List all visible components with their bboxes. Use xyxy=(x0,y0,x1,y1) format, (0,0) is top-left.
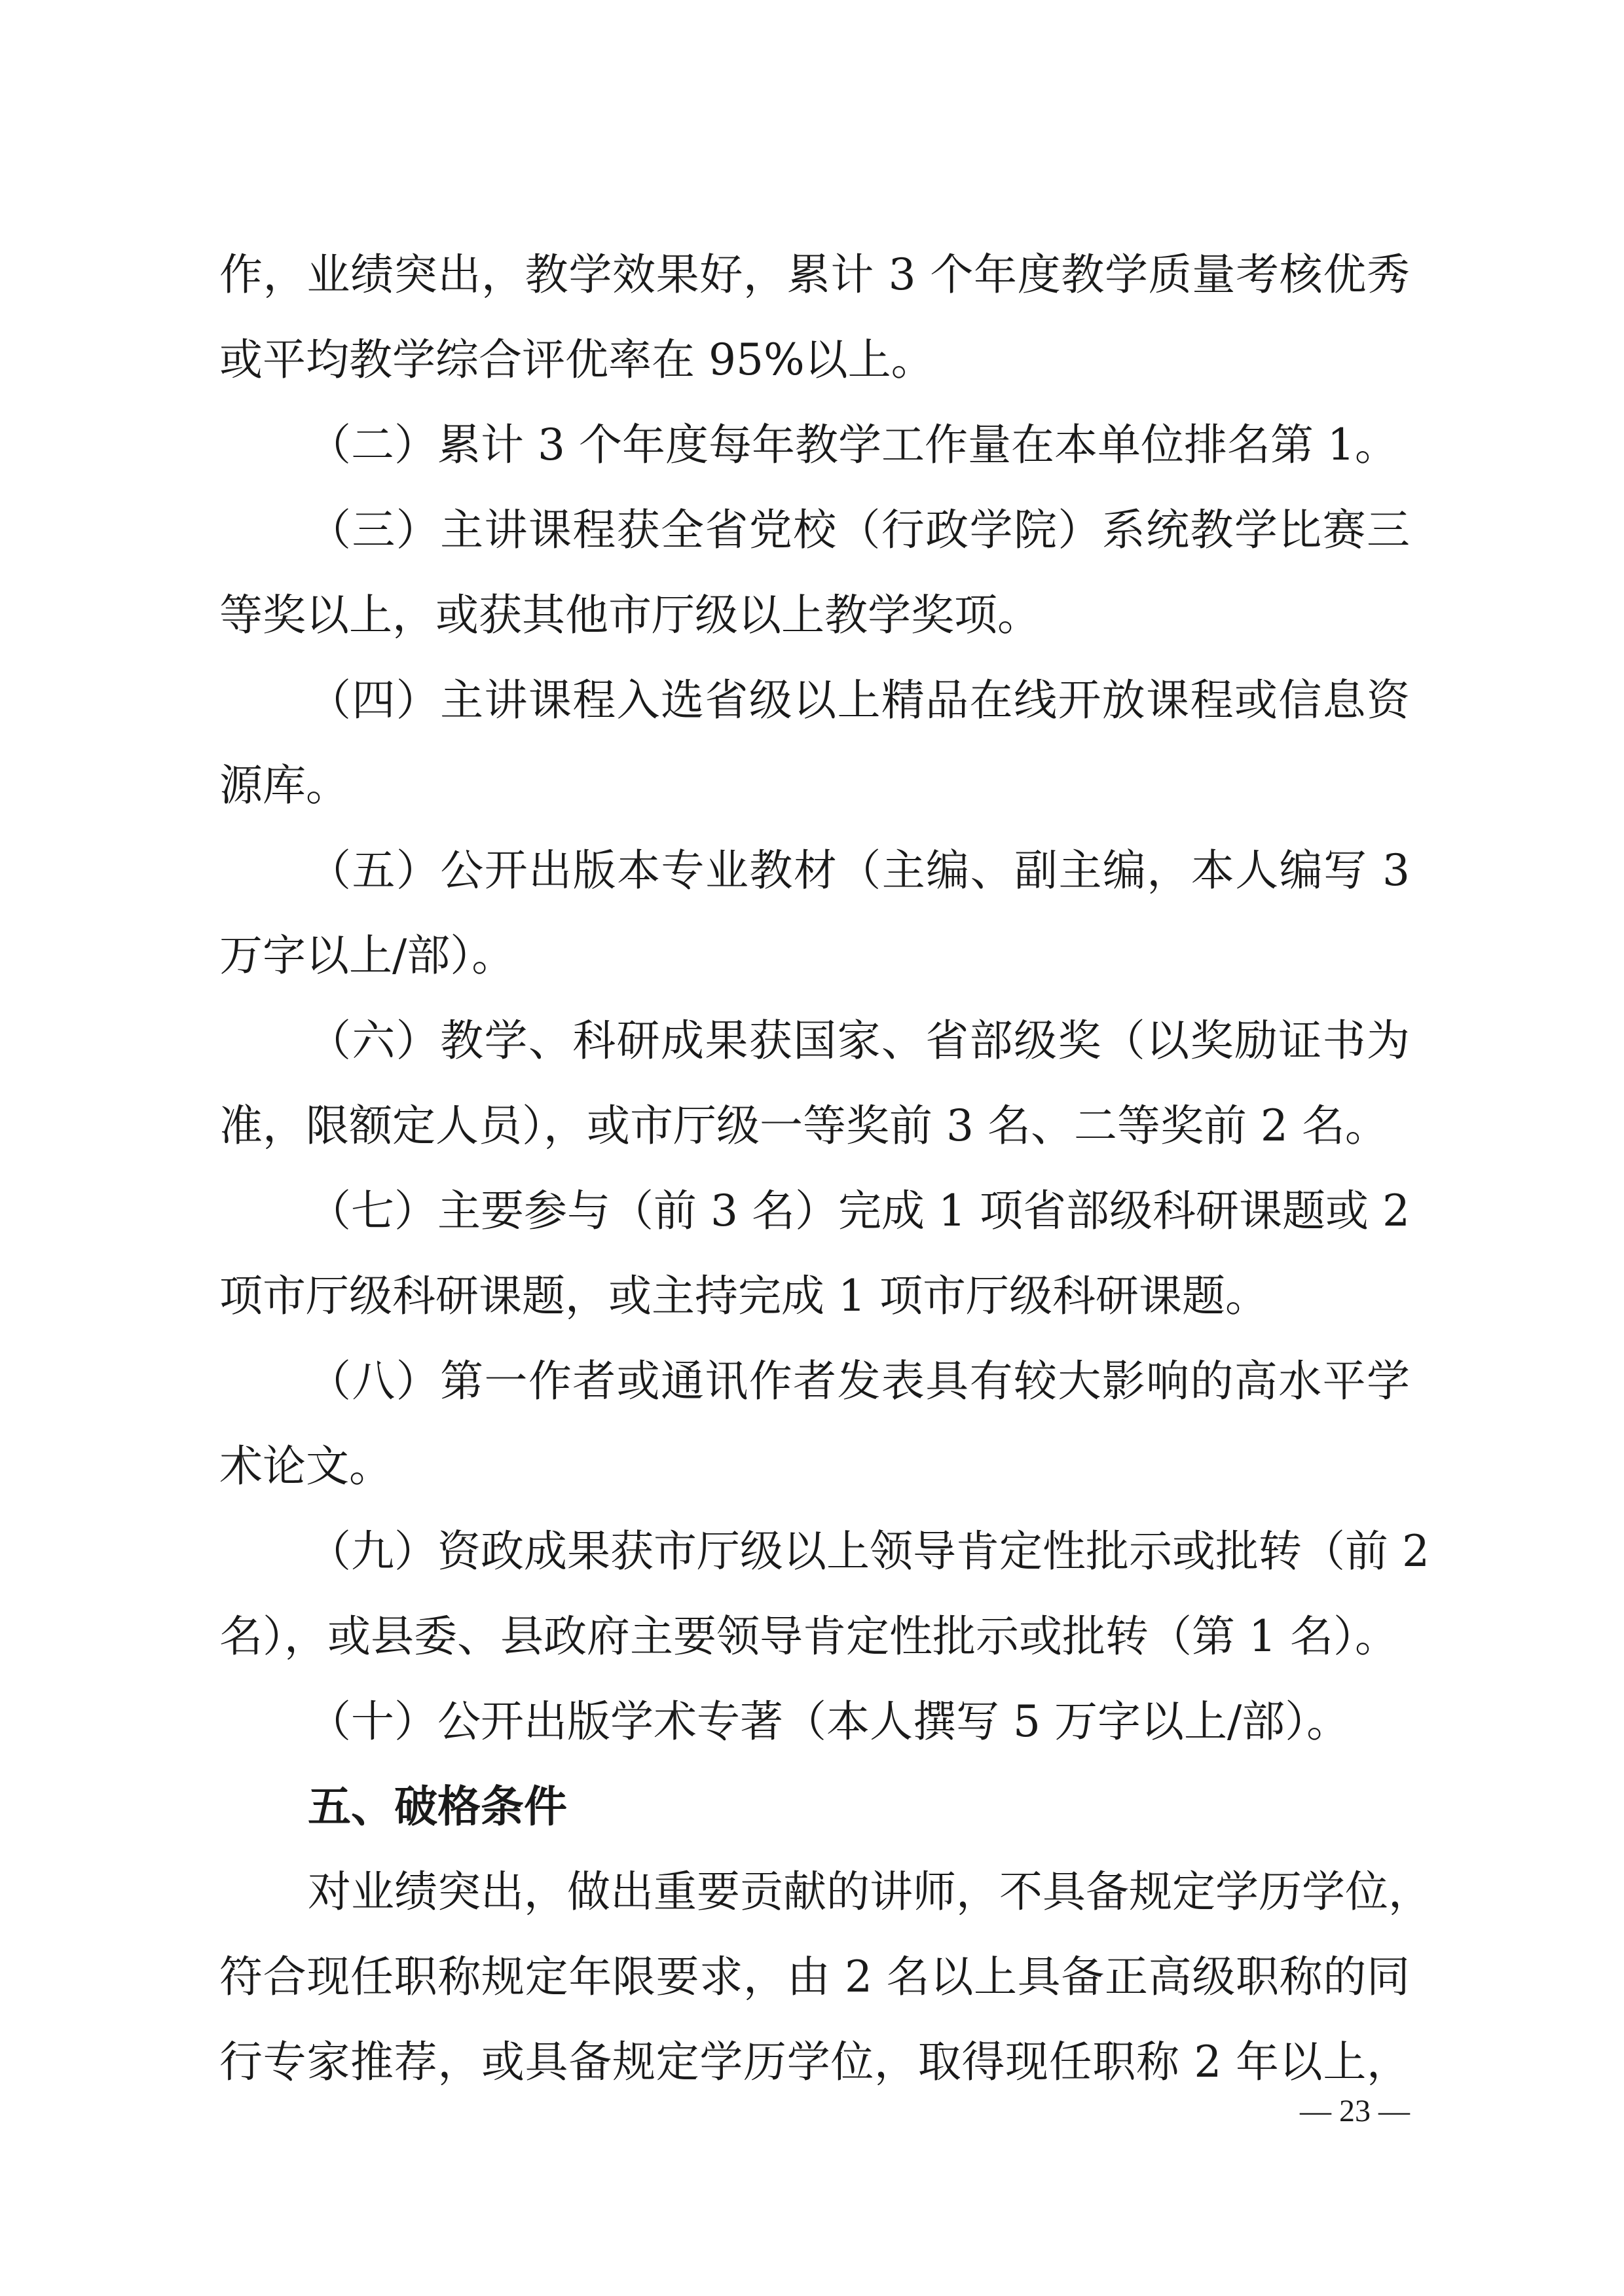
body-line: 对业绩突出，做出重要贡献的讲师，不具备规定学历学位， xyxy=(308,1867,1431,1917)
list-item: （五）公开出版本专业教材（主编、副主编，本人编写 3 xyxy=(308,845,1410,896)
body-line: 万字以上/部）。 xyxy=(219,930,515,981)
list-item: （十）公开出版学术专著（本人撰写 5 万字以上/部）。 xyxy=(308,1696,1350,1747)
body-line: 名），或县委、县政府主要领导肯定性批示或批转（第 1 名）。 xyxy=(219,1611,1398,1662)
body-line: 术论文。 xyxy=(219,1441,392,1491)
list-item: （七）主要参与（前 3 名）完成 1 项省部级科研课题或 2 xyxy=(308,1186,1410,1236)
body-line: 等奖以上，或获其他市厅级以上教学奖项。 xyxy=(219,590,1041,640)
body-line: 行专家推荐，或具备规定学历学位，取得现任职称 2 年以上， xyxy=(219,2037,1410,2087)
page-number-text: — 23 — xyxy=(1300,2094,1410,2128)
body-line: 源库。 xyxy=(219,760,349,811)
page-number xyxy=(0,2092,1624,2131)
body-line: 作，业绩突出，教学效果好，累计 3 个年度教学质量考核优秀 xyxy=(219,249,1410,300)
body-line: 符合现任职称规定年限要求，由 2 名以上具备正高级职称的同 xyxy=(219,1952,1410,2002)
list-item: （六）教学、科研成果获国家、省部级奖（以奖励证书为 xyxy=(308,1015,1410,1066)
list-item: （二）累计 3 个年度每年教学工作量在本单位排名第 1。 xyxy=(308,420,1398,470)
list-item: （八）第一作者或通讯作者发表具有较大影响的高水平学 xyxy=(308,1356,1410,1406)
list-item: （四）主讲课程入选省级以上精品在线开放课程或信息资 xyxy=(308,675,1410,725)
list-item: （九）资政成果获市厅级以上领导肯定性批示或批转（前 2 xyxy=(308,1526,1430,1576)
body-line: 或平均教学综合评优率在 95%以上。 xyxy=(219,335,934,385)
section-heading: 五、破格条件 xyxy=(308,1781,567,1832)
body-line: 项市厅级科研课题，或主持完成 1 项市厅级科研课题。 xyxy=(219,1271,1268,1321)
body-line: 准，限额定人员），或市厅级一等奖前 3 名、二等奖前 2 名。 xyxy=(219,1101,1388,1151)
list-item: （三）主讲课程获全省党校（行政学院）系统教学比赛三 xyxy=(308,505,1410,555)
